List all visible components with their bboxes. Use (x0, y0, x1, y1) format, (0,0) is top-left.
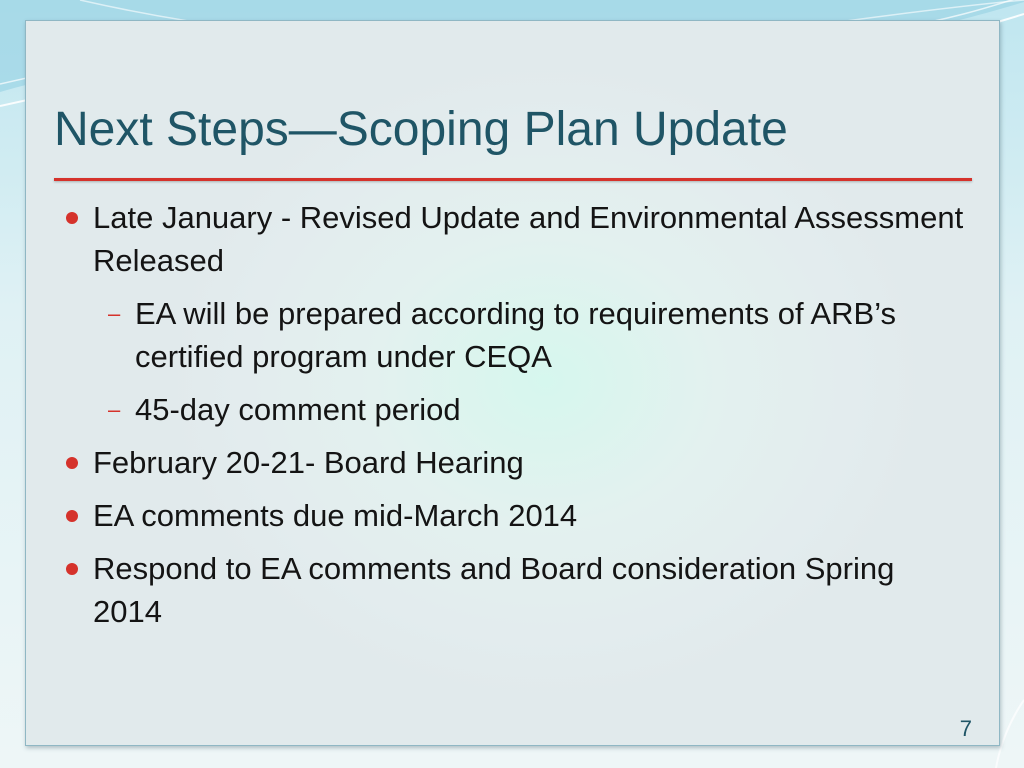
sub-bullet-text: 45-day comment period (135, 392, 461, 427)
bullet-item-board-hearing (60, 441, 970, 484)
bullet-text: EA comments due mid-March 2014 (93, 498, 578, 533)
bullet-dot-icon (66, 212, 78, 224)
slide-page-number: 7 (959, 716, 972, 741)
bullet-text: February 20-21- Board Hearing (93, 445, 524, 480)
sub-bullet-item-comment-period (60, 388, 970, 431)
bullet-text: Respond to EA comments and Board consideration Spring 2014 (93, 551, 895, 629)
bullet-item-ea-comments-due (60, 494, 970, 537)
bullet-dot-icon (66, 457, 78, 469)
bullet-dot-icon (66, 563, 78, 575)
title-underline (54, 178, 972, 181)
bullet-text: Late January - Revised Update and Environmental Assessment Released (93, 200, 964, 278)
bullet-dot-icon (66, 510, 78, 522)
slide-title: Next Steps—Scoping Plan Update (54, 103, 788, 156)
bullet-item-late-january (60, 196, 970, 282)
sub-bullet-text: EA will be prepared according to requirements of ARB’s certified program under CEQA (135, 296, 897, 374)
bullet-item-respond-comments (60, 547, 970, 633)
dash-icon: – (108, 397, 121, 422)
dash-icon: – (108, 301, 121, 326)
sub-bullet-item-ea-prepared (60, 292, 970, 378)
bullet-list (60, 196, 970, 643)
